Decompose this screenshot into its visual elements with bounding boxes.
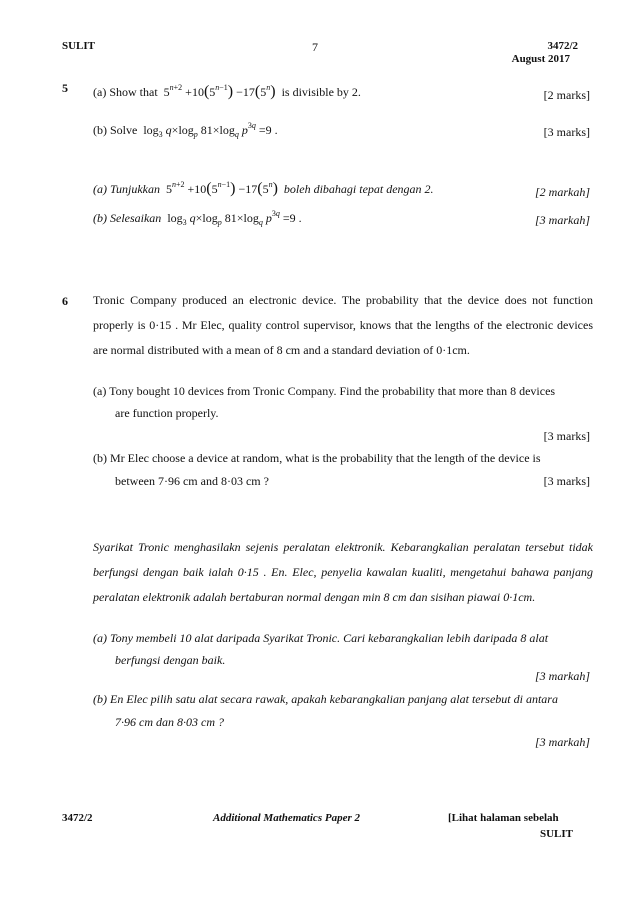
q6b-ms-marks: [3 markah] (534, 735, 590, 749)
q5b-en-prefix: (b) Solve (93, 123, 138, 137)
q6a-ms-line1: (a) Tony membeli 10 alat daripada Syarikat Tronic. Cari kebarangkalian lebih daripada 8 alat (93, 631, 549, 645)
q5a-en-prefix: (a) Show that (93, 85, 158, 99)
footer-title: Additional Mathematics Paper 2 (213, 812, 360, 824)
q5b-ms-prefix: (b) Selesaikan (93, 211, 162, 225)
q5a-ms-marks: [2 markah] (534, 185, 590, 199)
q6-stem-malay: Syarikat Tronic menghasilakn sejenis peralatan elektronik. Kebarangkalian peralatan tersebut tidak berfungsi dengan baik ialah 0·15 . En. Elec, penyelia kawalan kualiti, mengetahui bahawa panjang peralatan elektronik adalah bertaburan normal dengan min 8 cm dan sisihan piawai 0·1cm. (93, 540, 593, 604)
page-number: 7 (312, 40, 318, 54)
q6b-ms-line1: (b) En Elec pilih satu alat secara rawak, apakah kebarangkalian panjang alat tersebut di antara (93, 692, 558, 706)
q6a-en-marks: [3 marks] (543, 429, 590, 443)
footer-next-page: [Lihat halaman sebelah (448, 812, 559, 824)
q5b-en-marks: [3 marks] (543, 125, 590, 139)
footer-sulit: SULIT (539, 828, 573, 840)
q5a-ms-suffix: boleh dibahagi tepat dengan 2. (283, 182, 434, 196)
q6b-en-marks: [3 marks] (543, 474, 590, 488)
q6b-en-line1: (b) Mr Elec choose a device at random, what is the probability that the length of the device is (93, 451, 541, 465)
q5b-english (93, 122, 278, 138)
question-6-number: 6 (62, 294, 68, 308)
q5b-malay (93, 210, 302, 226)
q5a-ms-expression: $5^{n+2} +10(5^{n-1}) -17(5^n)$ (163, 180, 278, 197)
question-5-number: 5 (62, 81, 68, 95)
q6b-ms-line2: 7·96 cm dan 8·03 cm ? (115, 715, 224, 729)
q5b-en-expression: $\log_3 q\times\log_p$ $81\times\log_q$ $p^{3q} =9$ . (140, 121, 278, 139)
q5a-en-marks: [2 marks] (543, 88, 590, 102)
q6b-en-line2: between 7·96 cm and 8·03 cm ? (115, 474, 269, 488)
header-date: August 2017 (511, 53, 570, 65)
q5a-malay (93, 181, 434, 197)
header-code: 3472/2 (547, 40, 578, 52)
header-sulit: SULIT (62, 40, 96, 52)
q5b-ms-marks: [3 markah] (534, 213, 590, 227)
q6a-en-line1: (a) Tony bought 10 devices from Tronic Company. Find the probability that more than 8 devices (93, 384, 556, 398)
q5a-en-suffix: is divisible by 2. (281, 85, 361, 99)
q6-stem-english: Tronic Company produced an electronic device. The probability that the device does not function properly is 0·15 . Mr Elec, quality control supervisor, knows that the lengths of the electronic devices are normal distributed with a mean of 8 cm and a standard deviation of 0·1cm. (93, 293, 593, 357)
q6a-ms-marks: [3 markah] (534, 669, 590, 683)
q6a-ms-line2: berfungsi dengan baik. (115, 653, 226, 667)
q5a-en-expression: $5^{n+2} +10(5^{n-1}) -17(5^n)$ (160, 83, 276, 100)
footer-code: 3472/2 (62, 812, 93, 824)
q6a-en-line2: are function properly. (115, 406, 219, 420)
q5b-ms-expression: $\log_3 q\times\log_p$ $81\times\log_q$ $p^{3q} =9$ . (164, 209, 302, 227)
q5a-english (93, 84, 361, 100)
q5a-ms-prefix: (a) Tunjukkan (93, 182, 160, 196)
